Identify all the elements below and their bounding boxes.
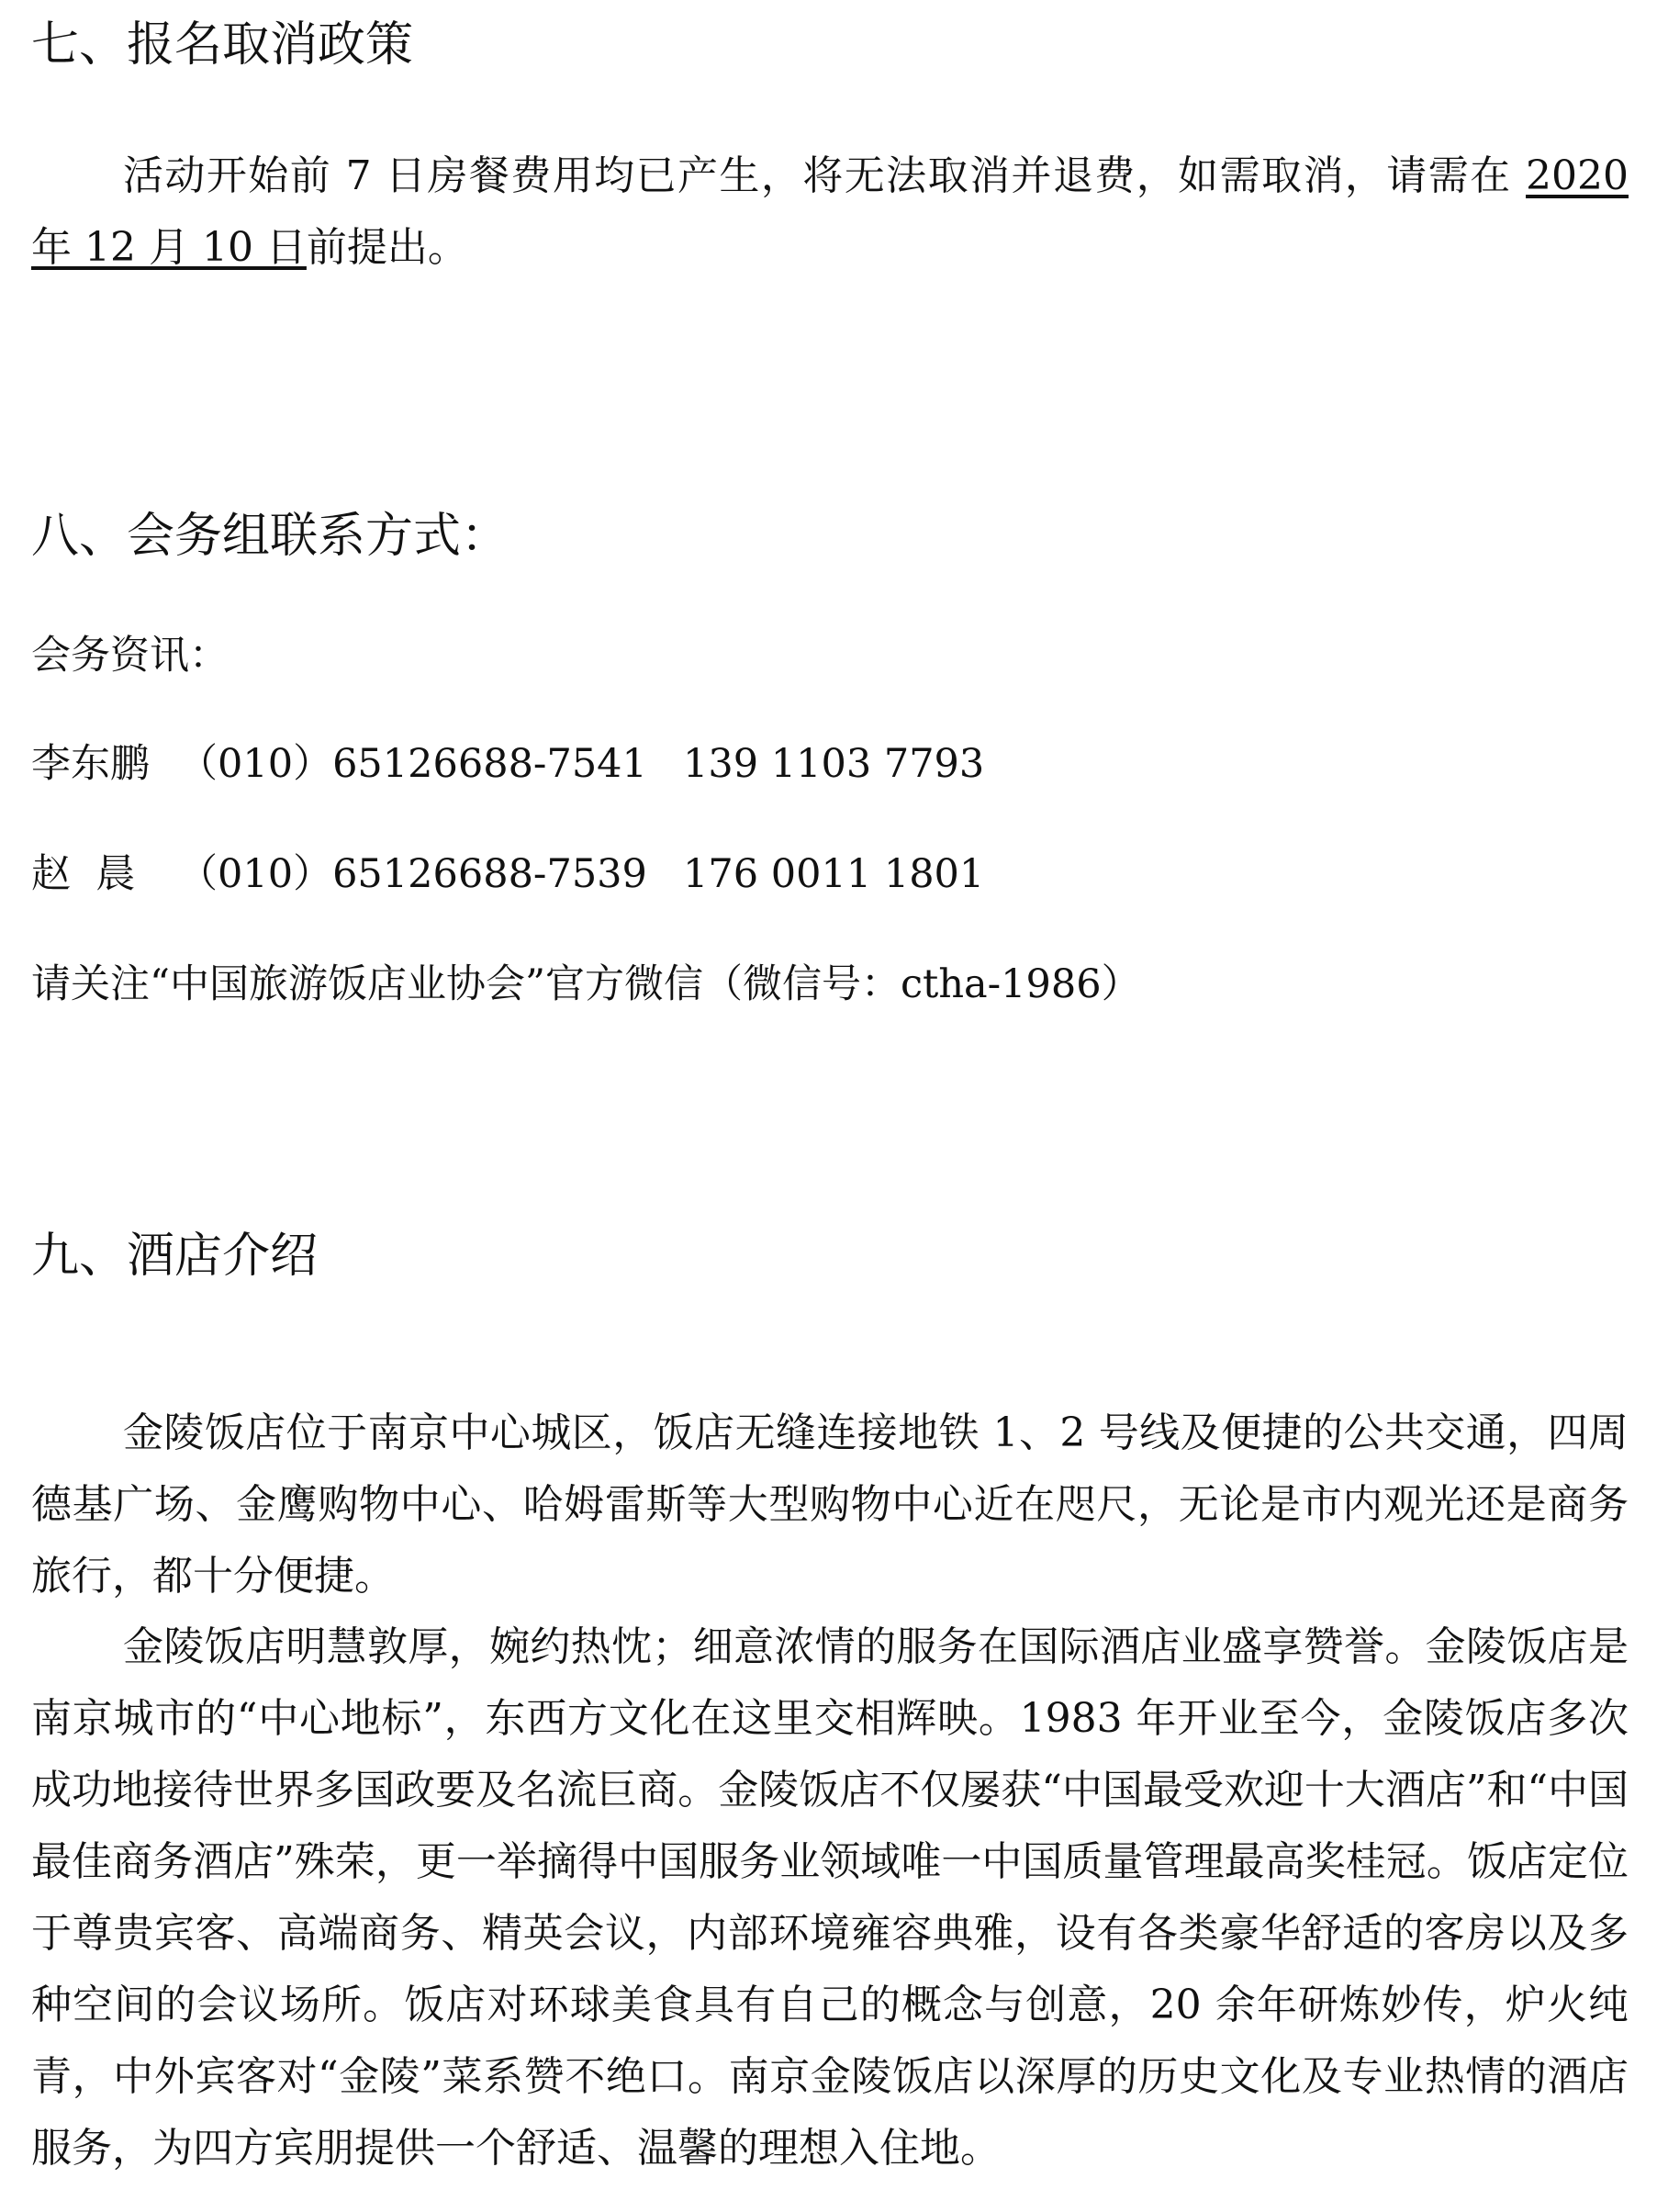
contact-name: 李东鹏 xyxy=(31,741,150,787)
contact-phone: （010）65126688-7539 xyxy=(178,851,647,897)
contact-row xyxy=(31,740,984,788)
contact-name: 赵 晨 xyxy=(31,851,136,897)
section-heading-cancellation-policy: 七、报名取消政策 xyxy=(31,17,414,73)
hotel-intro-paragraph: 金陵饭店位于南京中心城区，饭店无缝连接地铁 1、2 号线及便捷的公共交通，四周德基广场、金鹰购物中心、哈姆雷斯等大型购物中心近在咫尺，无论是市内观光还是商务旅行，都十分便捷。 xyxy=(31,1409,1629,1600)
contact-mobile: 139 1103 7793 xyxy=(683,741,985,787)
section-heading-hotel-intro: 九、酒店介绍 xyxy=(31,1229,319,1284)
cancellation-text-suffix: 前提出。 xyxy=(306,224,468,271)
contact-mobile: 176 0011 1801 xyxy=(683,851,985,897)
section-heading-contact: 八、会务组联系方式： xyxy=(31,509,509,564)
contact-row xyxy=(31,850,984,898)
cancellation-text-prefix: 活动开始前 7 日房餐费用均已产生，将无法取消并退费，如需取消，请需在 xyxy=(123,152,1527,199)
hotel-intro-paragraph: 金陵饭店明慧敦厚，婉约热忱；细意浓情的服务在国际酒店业盛享赞誉。金陵饭店是南京城市的“中心地标”，东西方文化在这里交相辉映。1983 年开业至今，金陵饭店多次成功地接待世界多国政要及名流巨商。金陵饭店不仅屡获“中国最受欢迎十大酒店”和“中国最佳商务酒店”殊荣，更一举摘得中国服务业领域唯一中国质量管理最高奖桂冠。饭店定位于尊贵宾客、高端商务、精英会议，内部环境雍容典雅，设有各类豪华舒适的客房以及多种空间的会议场所。饭店对环球美食具有自己的概念与创意，20 余年研炼妙传，炉火纯青，中外宾客对“金陵”菜系赞不绝口。南京金陵饭店以深厚的历史文化及专业热情的酒店服务，为四方宾朋提供一个舒适、温馨的理想入住地。 xyxy=(31,1623,1629,2172)
cancellation-deadline: 2020 年 12 月 10 日 xyxy=(31,152,1629,271)
contact-phone: （010）65126688-7541 xyxy=(178,741,647,787)
cancellation-policy-paragraph xyxy=(31,140,1629,284)
wechat-note: 请关注“中国旅游饭店业协会”官方微信（微信号：ctha-1986） xyxy=(31,961,1141,1007)
contact-label: 会务资讯： xyxy=(31,633,229,679)
